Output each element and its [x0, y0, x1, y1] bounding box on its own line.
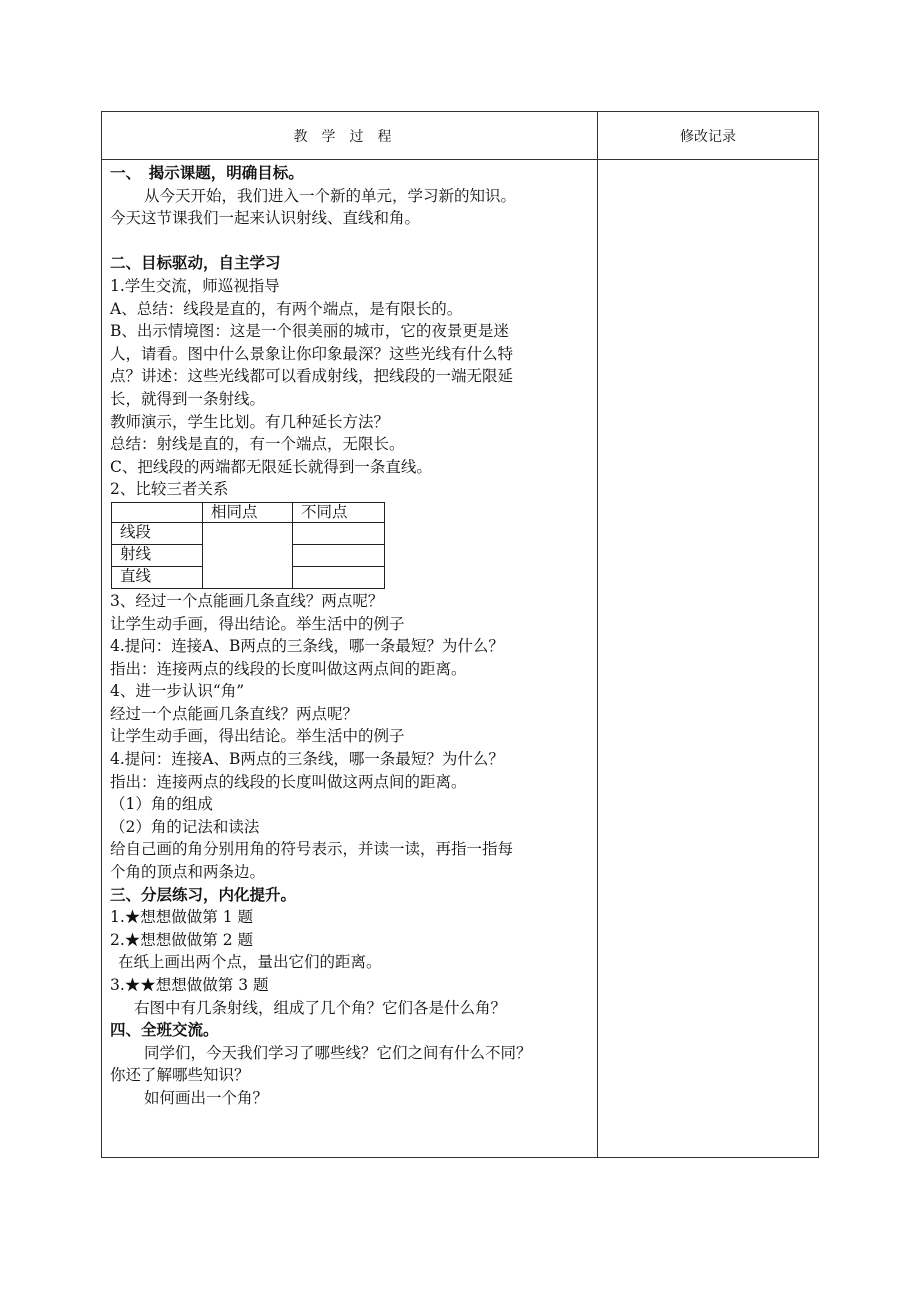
text-line: 4.提问：连接A、B两点的三条线，哪一条最短？为什么？ — [110, 750, 504, 769]
section-heading: 四、全班交流。 — [110, 1020, 219, 1040]
text-line: 4.提问：连接A、B两点的三条线，哪一条最短？为什么？ — [110, 637, 504, 656]
text-line: 2.★想想做做第 2 题 — [110, 930, 254, 949]
text-line: 2、比较三者关系 — [110, 480, 229, 499]
section-heading: 二、目标驱动，自主学习 — [110, 253, 281, 273]
text-line: 4、进一步认识“角” — [110, 682, 245, 701]
text-line: 你还了解哪些知识？ — [110, 1066, 250, 1085]
table-row-label: 线段 — [111, 522, 203, 545]
text-line: C、把线段的两端都无限延长就得到一条直线。 — [110, 457, 432, 476]
text-line: 3、经过一个点能画几条直线？两点呢？ — [110, 591, 384, 610]
text-line: A、总结：线段是直的，有两个端点，是有限长的。 — [110, 299, 463, 318]
text-line: （2）角的记法和读法 — [110, 817, 260, 836]
text-line: 经过一个点能画几条直线？两点呢？ — [110, 704, 359, 723]
text-line: 在纸上画出两个点，量出它们的距离。 — [118, 953, 382, 972]
text-line: 点？讲述：这些光线都可以看成射线，把线段的一端无限延 — [110, 367, 514, 386]
table-cell-merged — [202, 522, 293, 589]
text-line: 让学生动手画，得出结论。举生活中的例子 — [110, 614, 405, 633]
table-cell — [292, 566, 385, 589]
section-heading: 一、 揭示课题，明确目标。 — [110, 163, 304, 182]
text-line: 个角的顶点和两条边。 — [110, 863, 266, 882]
text-line: 让学生动手画，得出结论。举生活中的例子 — [110, 727, 405, 746]
text-line: 总结：射线是直的，有一个端点，无限长。 — [110, 435, 405, 454]
text-line: 如何画出一个角？ — [144, 1088, 269, 1107]
text-line: （1）角的组成 — [110, 795, 213, 814]
table-cell — [292, 544, 385, 567]
text-line: 同学们，今天我们学习了哪些线？它们之间有什么不同？ — [144, 1043, 532, 1062]
header-divider — [102, 159, 818, 160]
text-line: 教师演示，学生比划。有几种延长方法？ — [110, 412, 390, 431]
text-line: 长，就得到一条射线。 — [110, 389, 266, 408]
table-row-label: 射线 — [111, 544, 203, 567]
text-line: 指出：连接两点的线段的长度叫做这两点间的距离。 — [110, 659, 467, 678]
lesson-table — [101, 111, 819, 1158]
text-line: 1.学生交流，师巡视指导 — [110, 276, 280, 295]
teaching-process-content — [110, 162, 596, 1110]
revision-record-header: 修改记录 — [680, 128, 736, 145]
text-line: 1.★想想做做第 1 题 — [110, 908, 254, 927]
text-line: 人，请看。图中什么景象让你印象最深？这些光线有什么特 — [110, 344, 514, 363]
text-line: 从今天开始，我们进入一个新的单元，学习新的知识。 — [144, 186, 517, 205]
comparison-table — [111, 502, 385, 589]
text-line: 今天这节课我们一起来认识射线、直线和角。 — [110, 209, 421, 228]
table-row-label: 直线 — [111, 566, 203, 589]
text-line: 指出：连接两点的线段的长度叫做这两点间的距离。 — [110, 772, 467, 791]
text-line: 3.★★想想做做第 3 题 — [110, 976, 269, 994]
table-cell — [292, 522, 385, 545]
table-header-cell: 不同点 — [292, 502, 385, 523]
table-header-cell: 相同点 — [202, 502, 293, 523]
text-line: 右图中有几条射线，组成了几个角？它们各是什么角？ — [134, 998, 507, 1017]
column-divider — [597, 112, 598, 1157]
text-line: B、出示情境图：这是一个很美丽的城市，它的夜景更是迷 — [110, 322, 509, 341]
teaching-process-header: 教学过程 — [293, 128, 406, 145]
table-header-cell — [111, 502, 203, 523]
text-line: 给自己画的角分别用角的符号表示，并读一读，再指一指每 — [110, 840, 514, 859]
section-heading: 三、分层练习，内化提升。 — [110, 884, 297, 904]
